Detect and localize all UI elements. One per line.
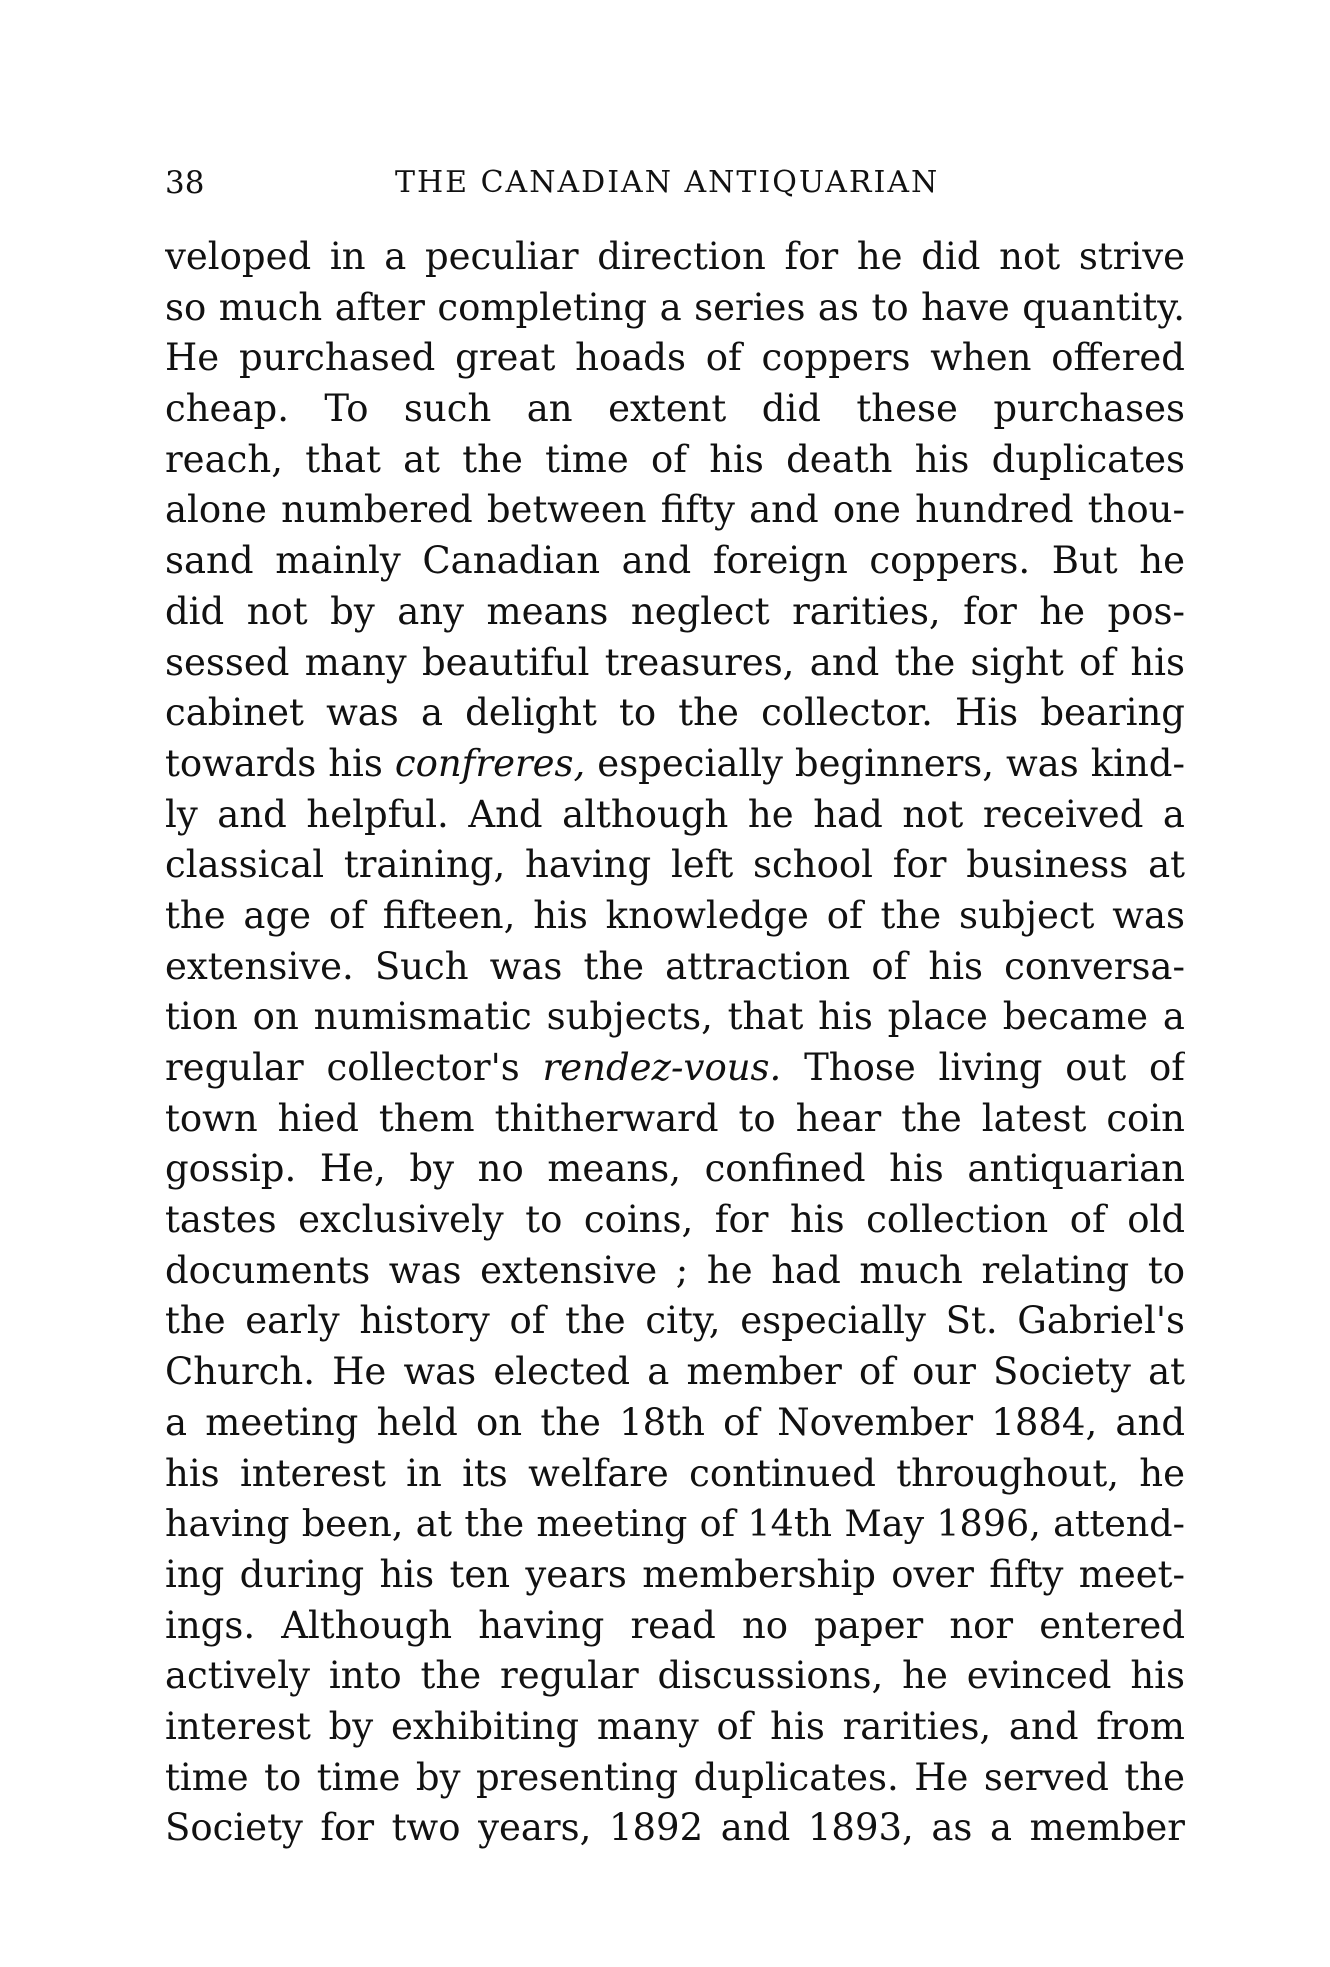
text-run: ing during his ten years membership over fifty meet- bbox=[165, 1552, 1185, 1596]
text-line bbox=[165, 536, 1185, 587]
text-run: his interest in its welfare continued throughout, he bbox=[165, 1451, 1185, 1495]
text-line bbox=[165, 283, 1185, 334]
text-line bbox=[165, 485, 1185, 536]
italic-word: confreres, bbox=[394, 741, 586, 785]
text-line bbox=[165, 1398, 1185, 1449]
text-line bbox=[165, 688, 1185, 739]
text-line bbox=[165, 587, 1185, 638]
body-text bbox=[165, 232, 1185, 1854]
text-run: alone numbered between fifty and one hundred thou- bbox=[165, 488, 1185, 532]
text-run: He purchased great hoads of coppers when offered bbox=[165, 336, 1185, 380]
text-line bbox=[165, 1550, 1185, 1601]
italic-word: rendez-vous. bbox=[542, 1046, 782, 1089]
text-run: towards his bbox=[165, 741, 395, 785]
text-line bbox=[165, 942, 1185, 993]
text-line bbox=[165, 992, 1185, 1043]
text-line bbox=[165, 232, 1185, 283]
text-run: interest by exhibiting many of his rarities, and from bbox=[165, 1704, 1185, 1748]
text-run: regular collector's bbox=[165, 1046, 543, 1089]
text-line bbox=[165, 1499, 1185, 1550]
text-run: extensive. Such was the attraction of his conversa- bbox=[165, 944, 1185, 988]
text-run: sand mainly Canadian and foreign coppers. But he bbox=[165, 539, 1185, 583]
text-run: cabinet was a delight to the collector. His bearing bbox=[165, 691, 1185, 735]
text-line bbox=[165, 1651, 1185, 1702]
text-line bbox=[165, 333, 1185, 384]
text-line bbox=[165, 840, 1185, 891]
text-line bbox=[165, 384, 1185, 435]
text-run: so much after completing a series as to have quantity. bbox=[165, 285, 1185, 329]
text-run: the early history of the city, especially St. Gabriel's bbox=[165, 1299, 1185, 1343]
text-line bbox=[165, 638, 1185, 689]
text-run: classical training, having left school for business at bbox=[165, 843, 1185, 887]
text-run: sessed many beautiful treasures, and the sight of his bbox=[165, 640, 1185, 684]
text-line bbox=[165, 790, 1185, 841]
text-line bbox=[165, 1195, 1185, 1246]
text-line bbox=[165, 1702, 1185, 1753]
text-run: actively into the regular discussions, he evinced his bbox=[165, 1654, 1185, 1698]
text-run: a meeting held on the 18th of November 1884, and bbox=[165, 1400, 1185, 1444]
text-line bbox=[165, 1296, 1185, 1347]
text-run: Those living out of bbox=[781, 1046, 1185, 1089]
text-run: town hied them thitherward to hear the latest coin bbox=[165, 1096, 1185, 1140]
text-line bbox=[165, 1144, 1185, 1195]
text-line bbox=[165, 739, 1185, 790]
text-run: especially beginners, was kind- bbox=[585, 741, 1185, 785]
text-run: veloped in a peculiar direction for he did not strive bbox=[165, 235, 1185, 278]
text-run: ings. Although having read no paper nor entered bbox=[165, 1603, 1185, 1647]
text-run: cheap. To such an extent did these purchases bbox=[165, 387, 1185, 431]
text-line bbox=[165, 1449, 1185, 1500]
text-line bbox=[165, 1094, 1185, 1145]
text-run: Society for two years, 1892 and 1893, as a member bbox=[165, 1806, 1185, 1850]
text-run: Church. He was elected a member of our Society at bbox=[165, 1350, 1185, 1394]
page-number: 38 bbox=[165, 165, 205, 201]
text-run: gossip. He, by no means, confined his antiquarian bbox=[165, 1147, 1185, 1191]
text-run: the age of fifteen, his knowledge of the subject was bbox=[165, 893, 1185, 937]
text-line bbox=[165, 435, 1185, 486]
text-run: ly and helpful. And although he had not received a bbox=[165, 792, 1185, 836]
text-line bbox=[165, 1246, 1185, 1297]
text-run: did not by any means neglect rarities, for he pos- bbox=[165, 589, 1185, 633]
text-line bbox=[165, 891, 1185, 942]
text-line bbox=[165, 1601, 1185, 1652]
journal-title: THE CANADIAN ANTIQUARIAN bbox=[395, 165, 940, 200]
text-run: time to time by presenting duplicates. He served the bbox=[165, 1755, 1185, 1799]
running-head bbox=[165, 158, 1185, 208]
text-run: documents was extensive ; he had much relating to bbox=[165, 1248, 1185, 1292]
text-run: tastes exclusively to coins, for his collection of old bbox=[165, 1198, 1185, 1242]
text-run: reach, that at the time of his death his duplicates bbox=[165, 437, 1185, 481]
text-line bbox=[165, 1043, 1185, 1094]
text-run: having been, at the meeting of 14th May 1896, attend- bbox=[165, 1502, 1185, 1546]
text-line bbox=[165, 1803, 1185, 1854]
text-run: tion on numismatic subjects, that his place became a bbox=[165, 995, 1185, 1039]
text-line bbox=[165, 1347, 1185, 1398]
text-line bbox=[165, 1753, 1185, 1804]
